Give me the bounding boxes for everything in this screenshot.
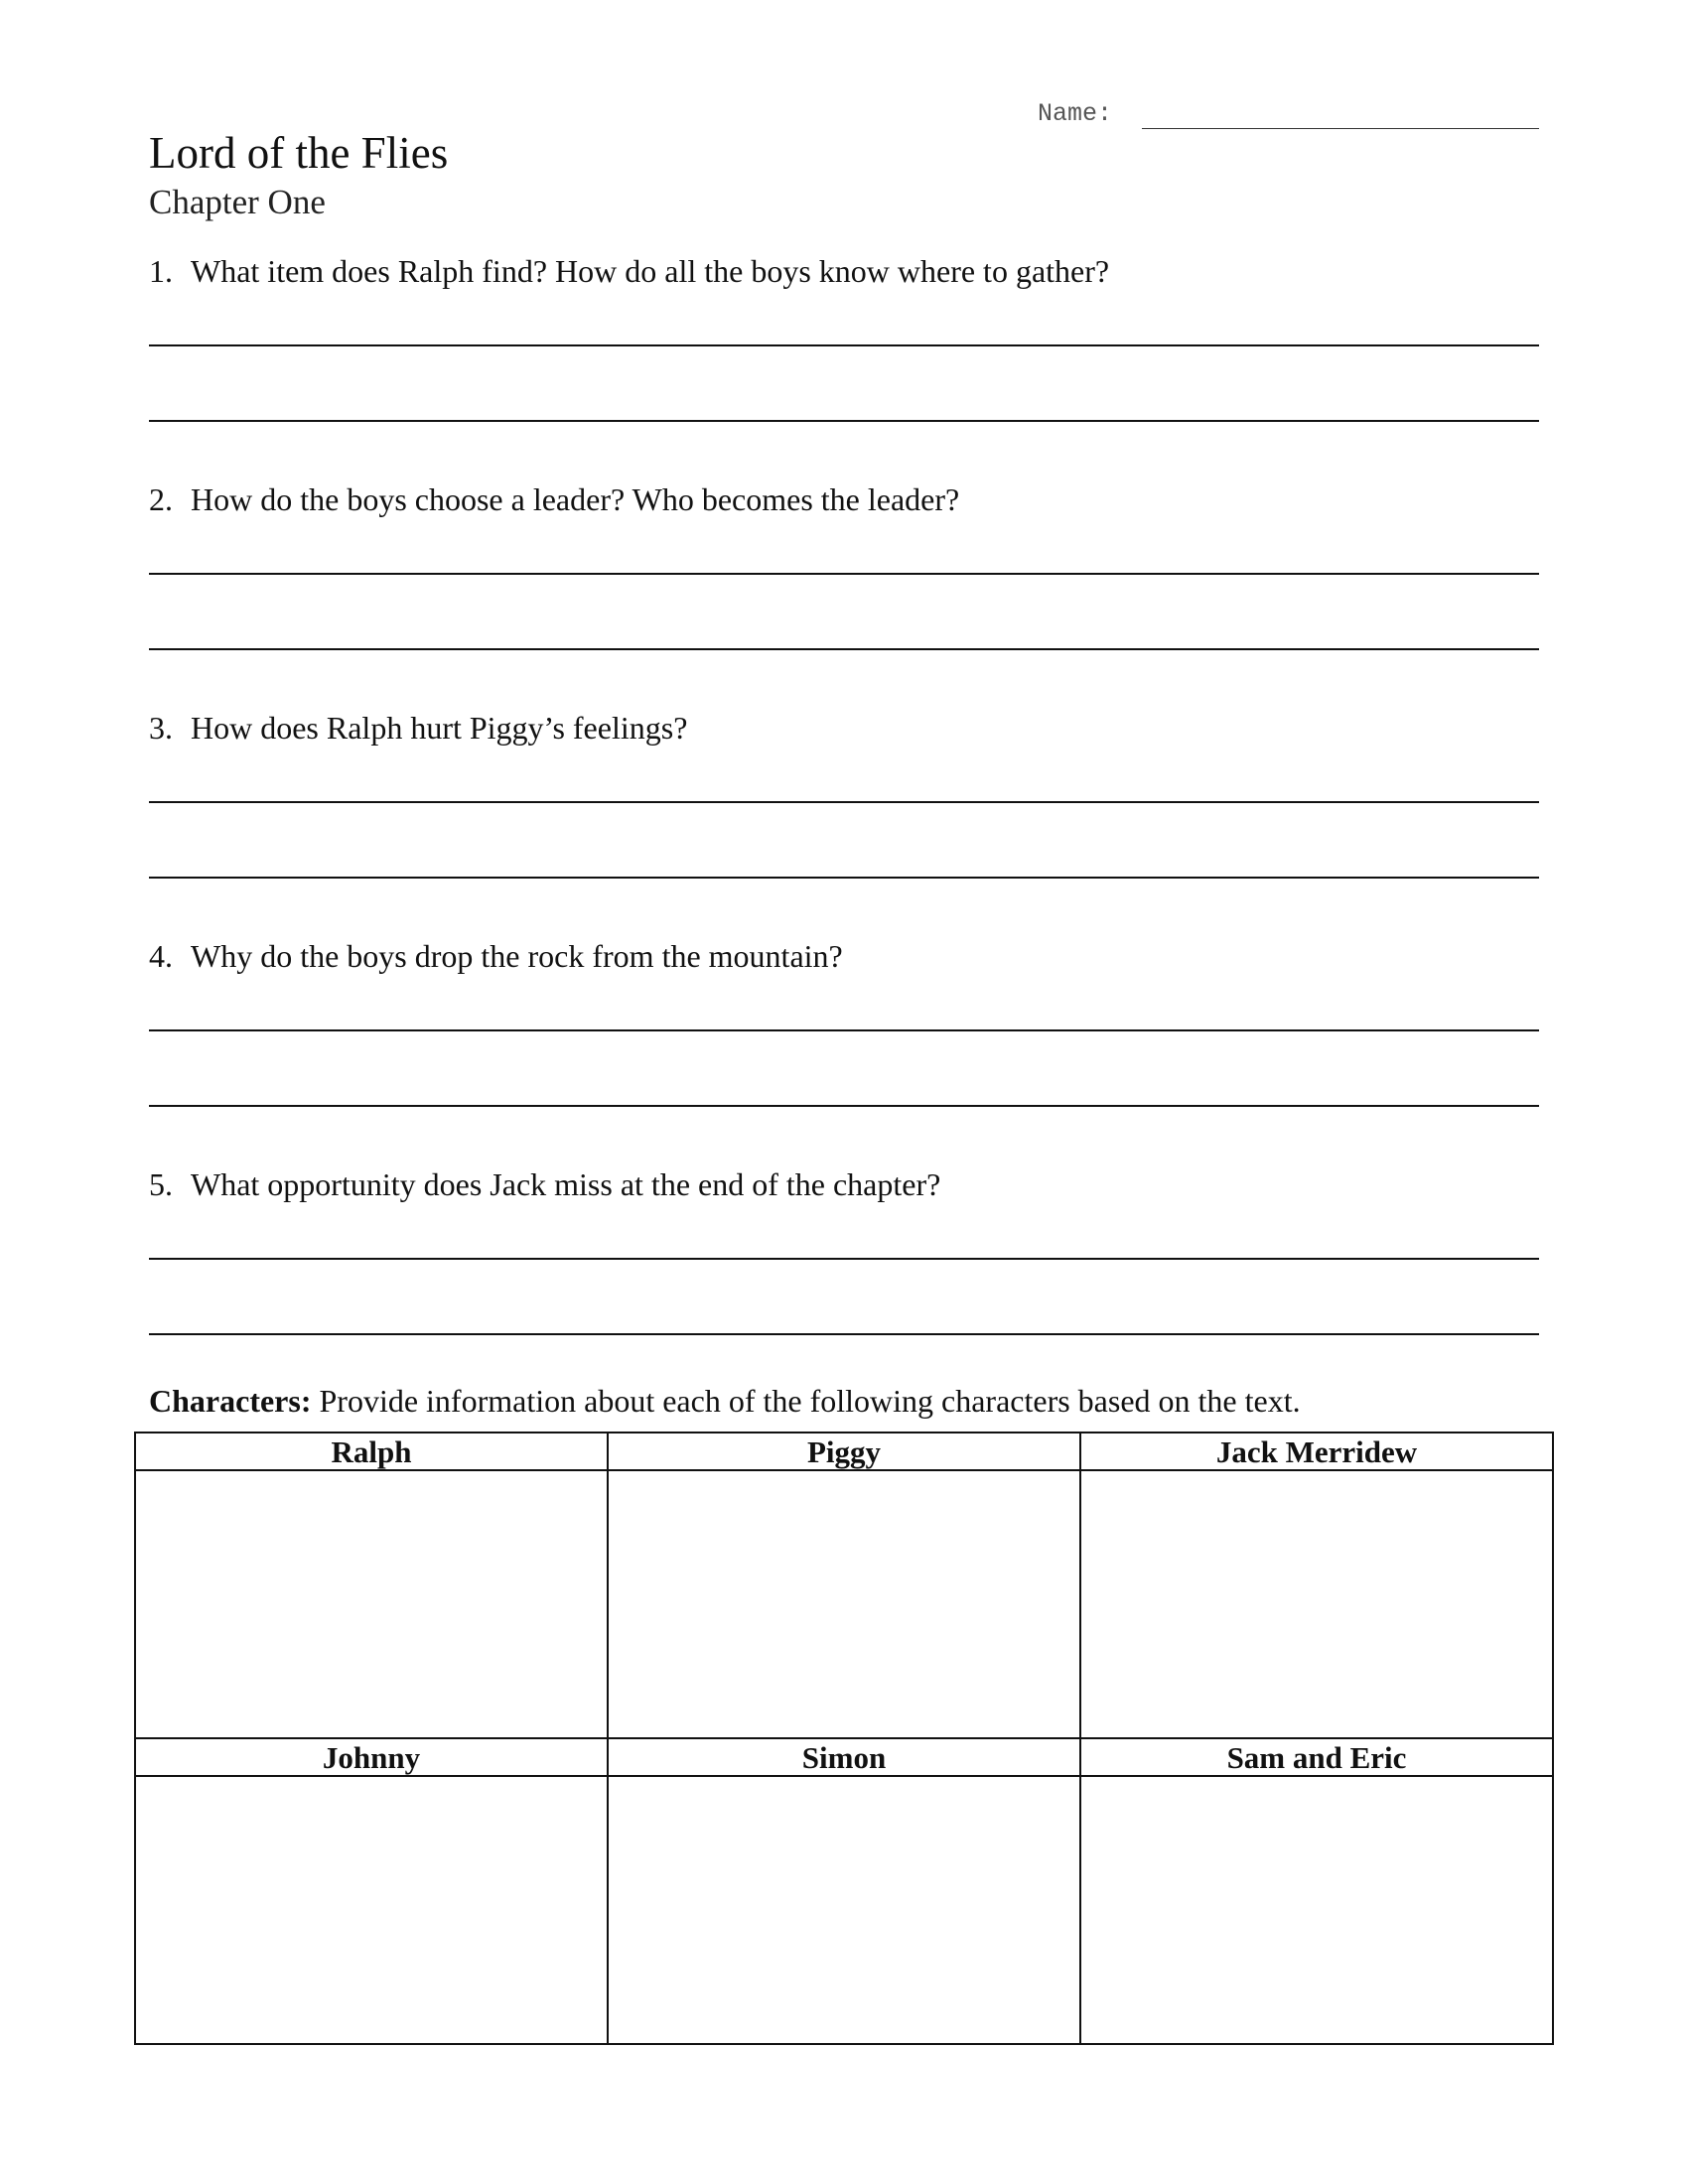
question-number: 1. bbox=[149, 253, 173, 289]
question-text bbox=[149, 255, 1109, 287]
question-prompt: What opportunity does Jack miss at the end of the chapter? bbox=[191, 1166, 941, 1202]
answer-line[interactable] bbox=[149, 573, 1539, 575]
table-answer-row bbox=[135, 1776, 1553, 2044]
answer-line[interactable] bbox=[149, 1258, 1539, 1260]
answer-line[interactable] bbox=[149, 877, 1539, 879]
character-header-ralph: Ralph bbox=[135, 1433, 608, 1470]
question-2 bbox=[149, 483, 1539, 672]
question-text bbox=[149, 940, 843, 972]
question-number: 3. bbox=[149, 710, 173, 746]
character-answer-cell[interactable] bbox=[135, 1470, 608, 1738]
name-write-line[interactable] bbox=[1142, 128, 1539, 129]
worksheet-title: Lord of the Flies bbox=[149, 128, 449, 178]
character-header-piggy: Piggy bbox=[608, 1433, 1080, 1470]
character-header-sam-and-eric: Sam and Eric bbox=[1080, 1738, 1553, 1776]
character-header-johnny: Johnny bbox=[135, 1738, 608, 1776]
answer-line[interactable] bbox=[149, 1105, 1539, 1107]
question-1 bbox=[149, 255, 1539, 444]
question-prompt: What item does Ralph find? How do all the boys know where to gather? bbox=[191, 253, 1110, 289]
name-field bbox=[1038, 99, 1539, 139]
characters-instruction-text: Provide information about each of the following characters based on the text. bbox=[319, 1383, 1301, 1419]
question-3 bbox=[149, 712, 1539, 900]
question-prompt: How does Ralph hurt Piggy’s feelings? bbox=[191, 710, 688, 746]
character-answer-cell[interactable] bbox=[608, 1776, 1080, 2044]
character-answer-cell[interactable] bbox=[1080, 1776, 1553, 2044]
question-text bbox=[149, 712, 687, 744]
question-4 bbox=[149, 940, 1539, 1129]
answer-line[interactable] bbox=[149, 1333, 1539, 1335]
character-header-simon: Simon bbox=[608, 1738, 1080, 1776]
table-header-row bbox=[135, 1738, 1553, 1776]
characters-label: Characters: bbox=[149, 1383, 312, 1419]
table-header-row bbox=[135, 1433, 1553, 1470]
worksheet-subtitle: Chapter One bbox=[149, 183, 326, 221]
question-text bbox=[149, 483, 959, 515]
table-answer-row bbox=[135, 1470, 1553, 1738]
question-5 bbox=[149, 1168, 1539, 1357]
answer-line[interactable] bbox=[149, 344, 1539, 346]
question-number: 5. bbox=[149, 1166, 173, 1202]
answer-line[interactable] bbox=[149, 801, 1539, 803]
question-prompt: Why do the boys drop the rock from the mountain? bbox=[191, 938, 843, 974]
character-header-jack-merridew: Jack Merridew bbox=[1080, 1433, 1553, 1470]
name-label: Name: bbox=[1038, 99, 1113, 128]
question-number: 4. bbox=[149, 938, 173, 974]
character-answer-cell[interactable] bbox=[608, 1470, 1080, 1738]
answer-line[interactable] bbox=[149, 648, 1539, 650]
answer-line[interactable] bbox=[149, 420, 1539, 422]
question-prompt: How do the boys choose a leader? Who becomes the leader? bbox=[191, 481, 960, 517]
characters-instruction bbox=[149, 1385, 1301, 1417]
character-answer-cell[interactable] bbox=[1080, 1470, 1553, 1738]
question-text bbox=[149, 1168, 940, 1200]
characters-table bbox=[134, 1432, 1554, 2045]
character-answer-cell[interactable] bbox=[135, 1776, 608, 2044]
answer-line[interactable] bbox=[149, 1029, 1539, 1031]
question-number: 2. bbox=[149, 481, 173, 517]
